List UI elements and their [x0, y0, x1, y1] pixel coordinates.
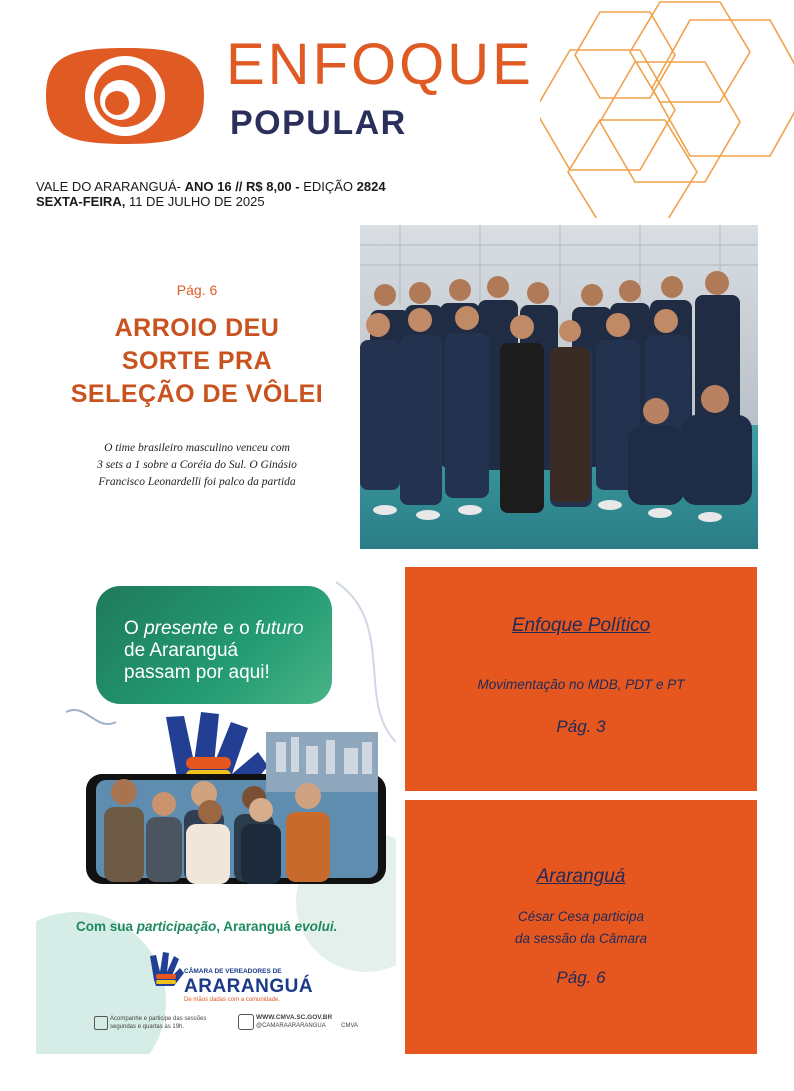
box-text: Movimentação no MDB, PDT e PT — [477, 677, 685, 692]
tagline-em-1: participação — [136, 919, 217, 934]
headline-line: SELEÇÃO DE VÔLEI — [70, 380, 324, 408]
brand-name-popular: POPULAR — [230, 104, 407, 142]
year-text: ANO 16 — [184, 179, 232, 194]
phone-people-illustration — [86, 712, 396, 912]
lead-page-ref[interactable]: Pág. 6 — [176, 282, 218, 298]
headline-line: SORTE PRA — [121, 347, 273, 375]
bubble-line-3: passam por aqui! — [124, 662, 270, 683]
ad-bubble-text — [124, 618, 324, 684]
footer-website[interactable]: WWW.CMVA.SC.GOV.BR — [256, 1014, 333, 1021]
tagline-em-2: evolui. — [294, 919, 338, 934]
logo-big-text: ARARANGUÁ — [184, 975, 314, 997]
dash-text: - — [295, 179, 300, 194]
footer-schedule-line-2: segundas e quartas às 19h. — [110, 1024, 185, 1030]
tagline-text-2: , Araranguá — [216, 919, 295, 934]
box-title[interactable]: Araranguá — [536, 866, 626, 887]
footer-youtube[interactable]: CMVA — [341, 1023, 358, 1029]
ad-footer-schedule — [110, 1015, 230, 1031]
bubble-em-1: presente — [144, 618, 219, 639]
web-icon — [238, 1014, 254, 1030]
edition-label: EDIÇÃO — [303, 179, 354, 194]
box-text-line: César Cesa participa — [517, 909, 645, 924]
enfoque-politico-box[interactable] — [405, 567, 757, 791]
hexagon-pattern-decoration — [540, 0, 794, 218]
camara-hand-logo-icon — [144, 950, 186, 992]
box-page-ref[interactable]: Pág. 6 — [556, 968, 606, 987]
lead-deck — [54, 440, 340, 491]
edition-line — [36, 180, 386, 193]
lead-headline[interactable] — [36, 312, 358, 411]
footer-schedule-line-1: Acompanhe e participe das sessões — [110, 1016, 207, 1022]
bubble-text-2: e o — [218, 618, 255, 639]
enfoque-logo-icon — [38, 40, 212, 152]
price-text: R$ 8,00 — [246, 179, 292, 194]
separator-text: // — [235, 179, 243, 194]
box-title[interactable]: Enfoque Político — [511, 615, 651, 636]
camara-logo-text — [184, 969, 344, 1003]
edition-number: 2824 — [356, 179, 386, 194]
ad-tagline — [76, 919, 396, 934]
footer-social[interactable]: @CAMARAARARANGUA — [256, 1023, 326, 1029]
box-text — [405, 906, 757, 950]
date-text: 11 DE JULHO DE 2025 — [128, 194, 265, 209]
date-line — [36, 195, 265, 208]
bubble-text-1: O — [124, 618, 145, 639]
weekday-text: SEXTA-FEIRA, — [36, 194, 126, 209]
deck-line: 3 sets a 1 sobre a Coréia do Sul. O Ginásio — [97, 459, 297, 471]
calendar-icon — [94, 1016, 108, 1030]
brand-name-enfoque: ENFOQUE — [226, 32, 534, 97]
volleyball-team-photo[interactable] — [360, 225, 758, 549]
ararangua-box[interactable] — [405, 800, 757, 1054]
deck-line: O time brasileiro masculino venceu com — [104, 442, 290, 454]
region-text: VALE DO ARARANGUÁ- — [36, 179, 181, 194]
box-text-line: da sessão da Câmara — [514, 931, 648, 946]
ad-footer-links[interactable] — [256, 1014, 386, 1030]
tagline-text-1: Com sua — [76, 919, 137, 934]
bubble-em-2: futuro — [255, 618, 304, 639]
logo-sub-text: De mãos dadas com a comunidade. — [184, 996, 281, 1003]
headline-line: ARROIO DEU — [114, 314, 280, 342]
deck-line: Francisco Leonardelli foi palco da partida — [98, 476, 296, 488]
logo-small-text: CÂMARA DE VEREADORES DE — [184, 968, 282, 975]
bubble-line-2: de Araranguá — [124, 640, 239, 661]
camara-advertisement[interactable] — [36, 562, 396, 1054]
box-page-ref[interactable]: Pág. 3 — [556, 717, 606, 736]
